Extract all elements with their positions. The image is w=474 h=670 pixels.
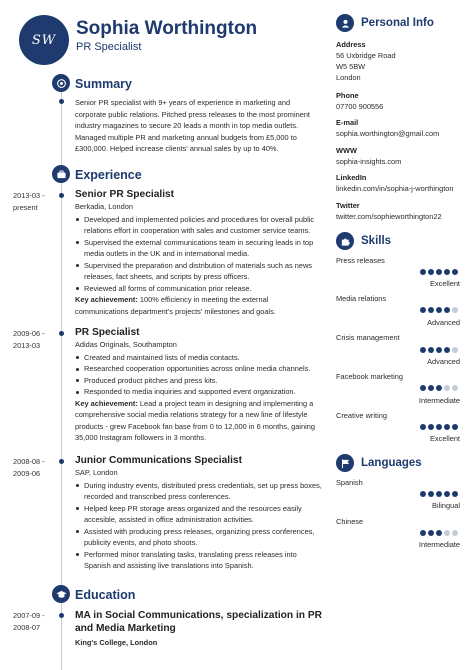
rating-dot: [428, 424, 434, 430]
list-item: Performed minor translating tasks, translating press releases into Spanish and assisting live translations into Spanish.: [75, 549, 322, 572]
list-item: Responded to media inquiries and supported event organization.: [75, 386, 322, 398]
skill-rating: [420, 424, 458, 430]
avatar: SW: [19, 15, 69, 65]
rating-dot: [452, 307, 458, 313]
section-header-languages: [336, 454, 422, 472]
rating-dot: [444, 307, 450, 313]
rating-dot: [452, 385, 458, 391]
date-to: 2008-07: [13, 622, 41, 632]
timeline-dot: [59, 193, 64, 198]
timeline-dot: [59, 459, 64, 464]
rating-dot: [420, 491, 426, 497]
list-item: Helped keep PR storage areas organized and the resources easily accesible, assisted in office administration activities.: [75, 503, 322, 526]
skill-level: Excellent: [430, 279, 460, 288]
job-title: PR Specialist: [75, 327, 140, 338]
briefcase-icon: [52, 165, 70, 183]
address-line: London: [336, 73, 361, 82]
skill-name: Crisis management: [336, 333, 400, 342]
rating-dot: [436, 424, 442, 430]
language-level: Bilingual: [432, 501, 460, 510]
skill-level: Excellent: [430, 434, 460, 443]
ach-text: Lead a project team in designing and implementing a comprehensive social media relations strategy for a new line of lifestyle products - grew Facebook fan base from 0 to 12,000 in 6 months, gaining 35,000 Instagram followers in 3 months.: [75, 398, 315, 442]
rating-dot: [420, 269, 426, 275]
list-item: Supervised the preparation and distribution of materials such as news releases, fact sheets, and scripts by press officers.: [75, 260, 322, 283]
rating-dot: [452, 347, 458, 353]
rating-dot: [420, 307, 426, 313]
phone-label: Phone: [336, 91, 359, 100]
section-title-skills: Skills: [361, 235, 392, 247]
rating-dot: [436, 307, 442, 313]
list-item: During industry events, distributed press credentials, set up press boxes, recorded and transcribed press conferences.: [75, 480, 322, 503]
language-level: Intermediate: [418, 540, 460, 549]
rating-dot: [452, 491, 458, 497]
rating-dot: [452, 269, 458, 275]
rating-dot: [444, 347, 450, 353]
school-name: King's College, London: [75, 638, 158, 647]
phone-value: 07700 900556: [336, 102, 384, 111]
section-title-languages: Languages: [361, 457, 422, 469]
ach-label: Key achievement:: [75, 295, 138, 304]
candidate-role: PR Specialist: [76, 41, 142, 53]
target-icon: [52, 74, 70, 92]
skill-name: Media relations: [336, 294, 387, 303]
job-date: [13, 328, 55, 351]
degree-title: MA in Social Communications, specialization in PR and Media Marketing: [75, 610, 322, 634]
key-achievement: [75, 294, 322, 317]
skill-name: Press releases: [336, 256, 385, 265]
rating-dot: [428, 347, 434, 353]
skill-rating: [420, 385, 458, 391]
job-company: Berkadia, London: [75, 202, 133, 211]
timeline-dot: [59, 613, 64, 618]
list-item: Created and maintained lists of media contacts.: [75, 352, 322, 364]
user-icon: [336, 14, 354, 32]
rating-dot: [428, 530, 434, 536]
skill-name: Facebook marketing: [336, 372, 403, 381]
rating-dot: [420, 385, 426, 391]
job-bullets: [75, 214, 322, 295]
rating-dot: [420, 424, 426, 430]
list-item: Supervised the external communications team in securing leads in top media outlets in the UK and in international media.: [75, 237, 322, 260]
skill-level: Advanced: [427, 318, 460, 327]
job-entry: [75, 454, 322, 572]
summary-text: Senior PR specialist with 9+ years of experience in marketing and corporate public relations. Pitched press releases to the most prominent industry magazines to secure 20 leads a month in top media outlets. Managed multiple PR and marketing annual budgets from £5,000 to £300,000. Helped increase clients' annual sales by up to 40%.: [75, 98, 310, 153]
rating-dot: [436, 269, 442, 275]
list-item: Developed and implemented policies and procedures for overall public relations effort in cooperation with sales and customer service teams.: [75, 214, 322, 237]
job-bullets: [75, 352, 322, 398]
job-company: Adidas Originals, Southampton: [75, 340, 177, 349]
rating-dot: [428, 385, 434, 391]
job-entry: [75, 326, 322, 444]
section-title-education: Education: [75, 588, 136, 602]
rating-dot: [420, 530, 426, 536]
skill-rating: [420, 269, 458, 275]
skill-rating: [420, 347, 458, 353]
education-entry: [75, 609, 322, 649]
section-title-summary: Summary: [75, 77, 132, 91]
rating-dot: [444, 491, 450, 497]
date-from: 2013-03 -: [13, 191, 45, 200]
rating-dot: [428, 491, 434, 497]
rating-dot: [428, 307, 434, 313]
linkedin-link[interactable]: linkedin.com/in/sophia-j-worthington: [336, 184, 454, 193]
address-line: 56 Uxbridge Road: [336, 51, 396, 60]
language-rating: [420, 530, 458, 536]
rating-dot: [436, 530, 442, 536]
rating-dot: [420, 347, 426, 353]
job-date: [13, 190, 55, 213]
date-from: 2008-08 -: [13, 457, 45, 466]
section-title-experience: Experience: [75, 168, 142, 182]
list-item: Reviewed all forms of communication prior release.: [75, 283, 322, 295]
timeline-dot: [59, 331, 64, 336]
date-from: 2009-06 -: [13, 329, 45, 338]
list-item: Produced product pitches and press kits.: [75, 375, 322, 387]
website-link[interactable]: sophia-insights.com: [336, 157, 402, 166]
twitter-link[interactable]: twitter.com/sophieworthington22: [336, 212, 442, 221]
email-link[interactable]: sophia.worthington@gmail.com: [336, 129, 440, 138]
skill-level: Intermediate: [418, 396, 460, 405]
list-item: Researched cooperation opportunities across online media channels.: [75, 363, 322, 375]
list-item: Assisted with producing press releases, organizing press conferences, publicity events, and photo shoots.: [75, 526, 322, 549]
rating-dot: [452, 530, 458, 536]
job-entry: [75, 188, 322, 317]
rating-dot: [436, 385, 442, 391]
job-title: Senior PR Specialist: [75, 189, 175, 200]
section-header-skills: [336, 232, 391, 250]
flag-icon: [336, 454, 354, 472]
twitter-label: Twitter: [336, 201, 360, 210]
timeline-dot: [59, 99, 64, 104]
date-to: 2013-03: [13, 340, 41, 350]
address-line: W5 5BW: [336, 62, 366, 71]
rating-dot: [436, 347, 442, 353]
skill-level: Advanced: [427, 357, 460, 366]
date-to: present: [13, 202, 38, 212]
rating-dot: [444, 530, 450, 536]
date-from: 2007-09 -: [13, 611, 45, 620]
key-achievement: [75, 398, 322, 444]
job-title: Junior Communications Specialist: [75, 455, 242, 466]
section-title-personal: Personal Info: [361, 17, 434, 29]
skill-rating: [420, 307, 458, 313]
email-label: E-mail: [336, 118, 359, 127]
candidate-name: Sophia Worthington: [76, 18, 258, 39]
rating-dot: [452, 424, 458, 430]
job-company: SAP, London: [75, 468, 118, 477]
graduation-cap-icon: [52, 585, 70, 603]
ach-text: 100% efficiency in meeting the external communications department's projects' milestones and goals.: [75, 295, 276, 316]
rating-dot: [444, 424, 450, 430]
rating-dot: [444, 385, 450, 391]
puzzle-icon: [336, 232, 354, 250]
language-name: Chinese: [336, 517, 364, 526]
rating-dot: [428, 269, 434, 275]
section-header-personal: [336, 14, 434, 32]
www-label: WWW: [336, 146, 357, 155]
language-rating: [420, 491, 458, 497]
ach-label: Key achievement:: [75, 398, 138, 408]
rating-dot: [436, 491, 442, 497]
skill-name: Creative writing: [336, 411, 387, 420]
job-date: [13, 456, 55, 479]
language-name: Spanish: [336, 478, 363, 487]
linkedin-label: LinkedIn: [336, 173, 367, 182]
address-label: Address: [336, 40, 366, 49]
rating-dot: [444, 269, 450, 275]
job-bullets: [75, 480, 322, 572]
edu-date: [13, 610, 55, 633]
date-to: 2009-06: [13, 468, 41, 478]
